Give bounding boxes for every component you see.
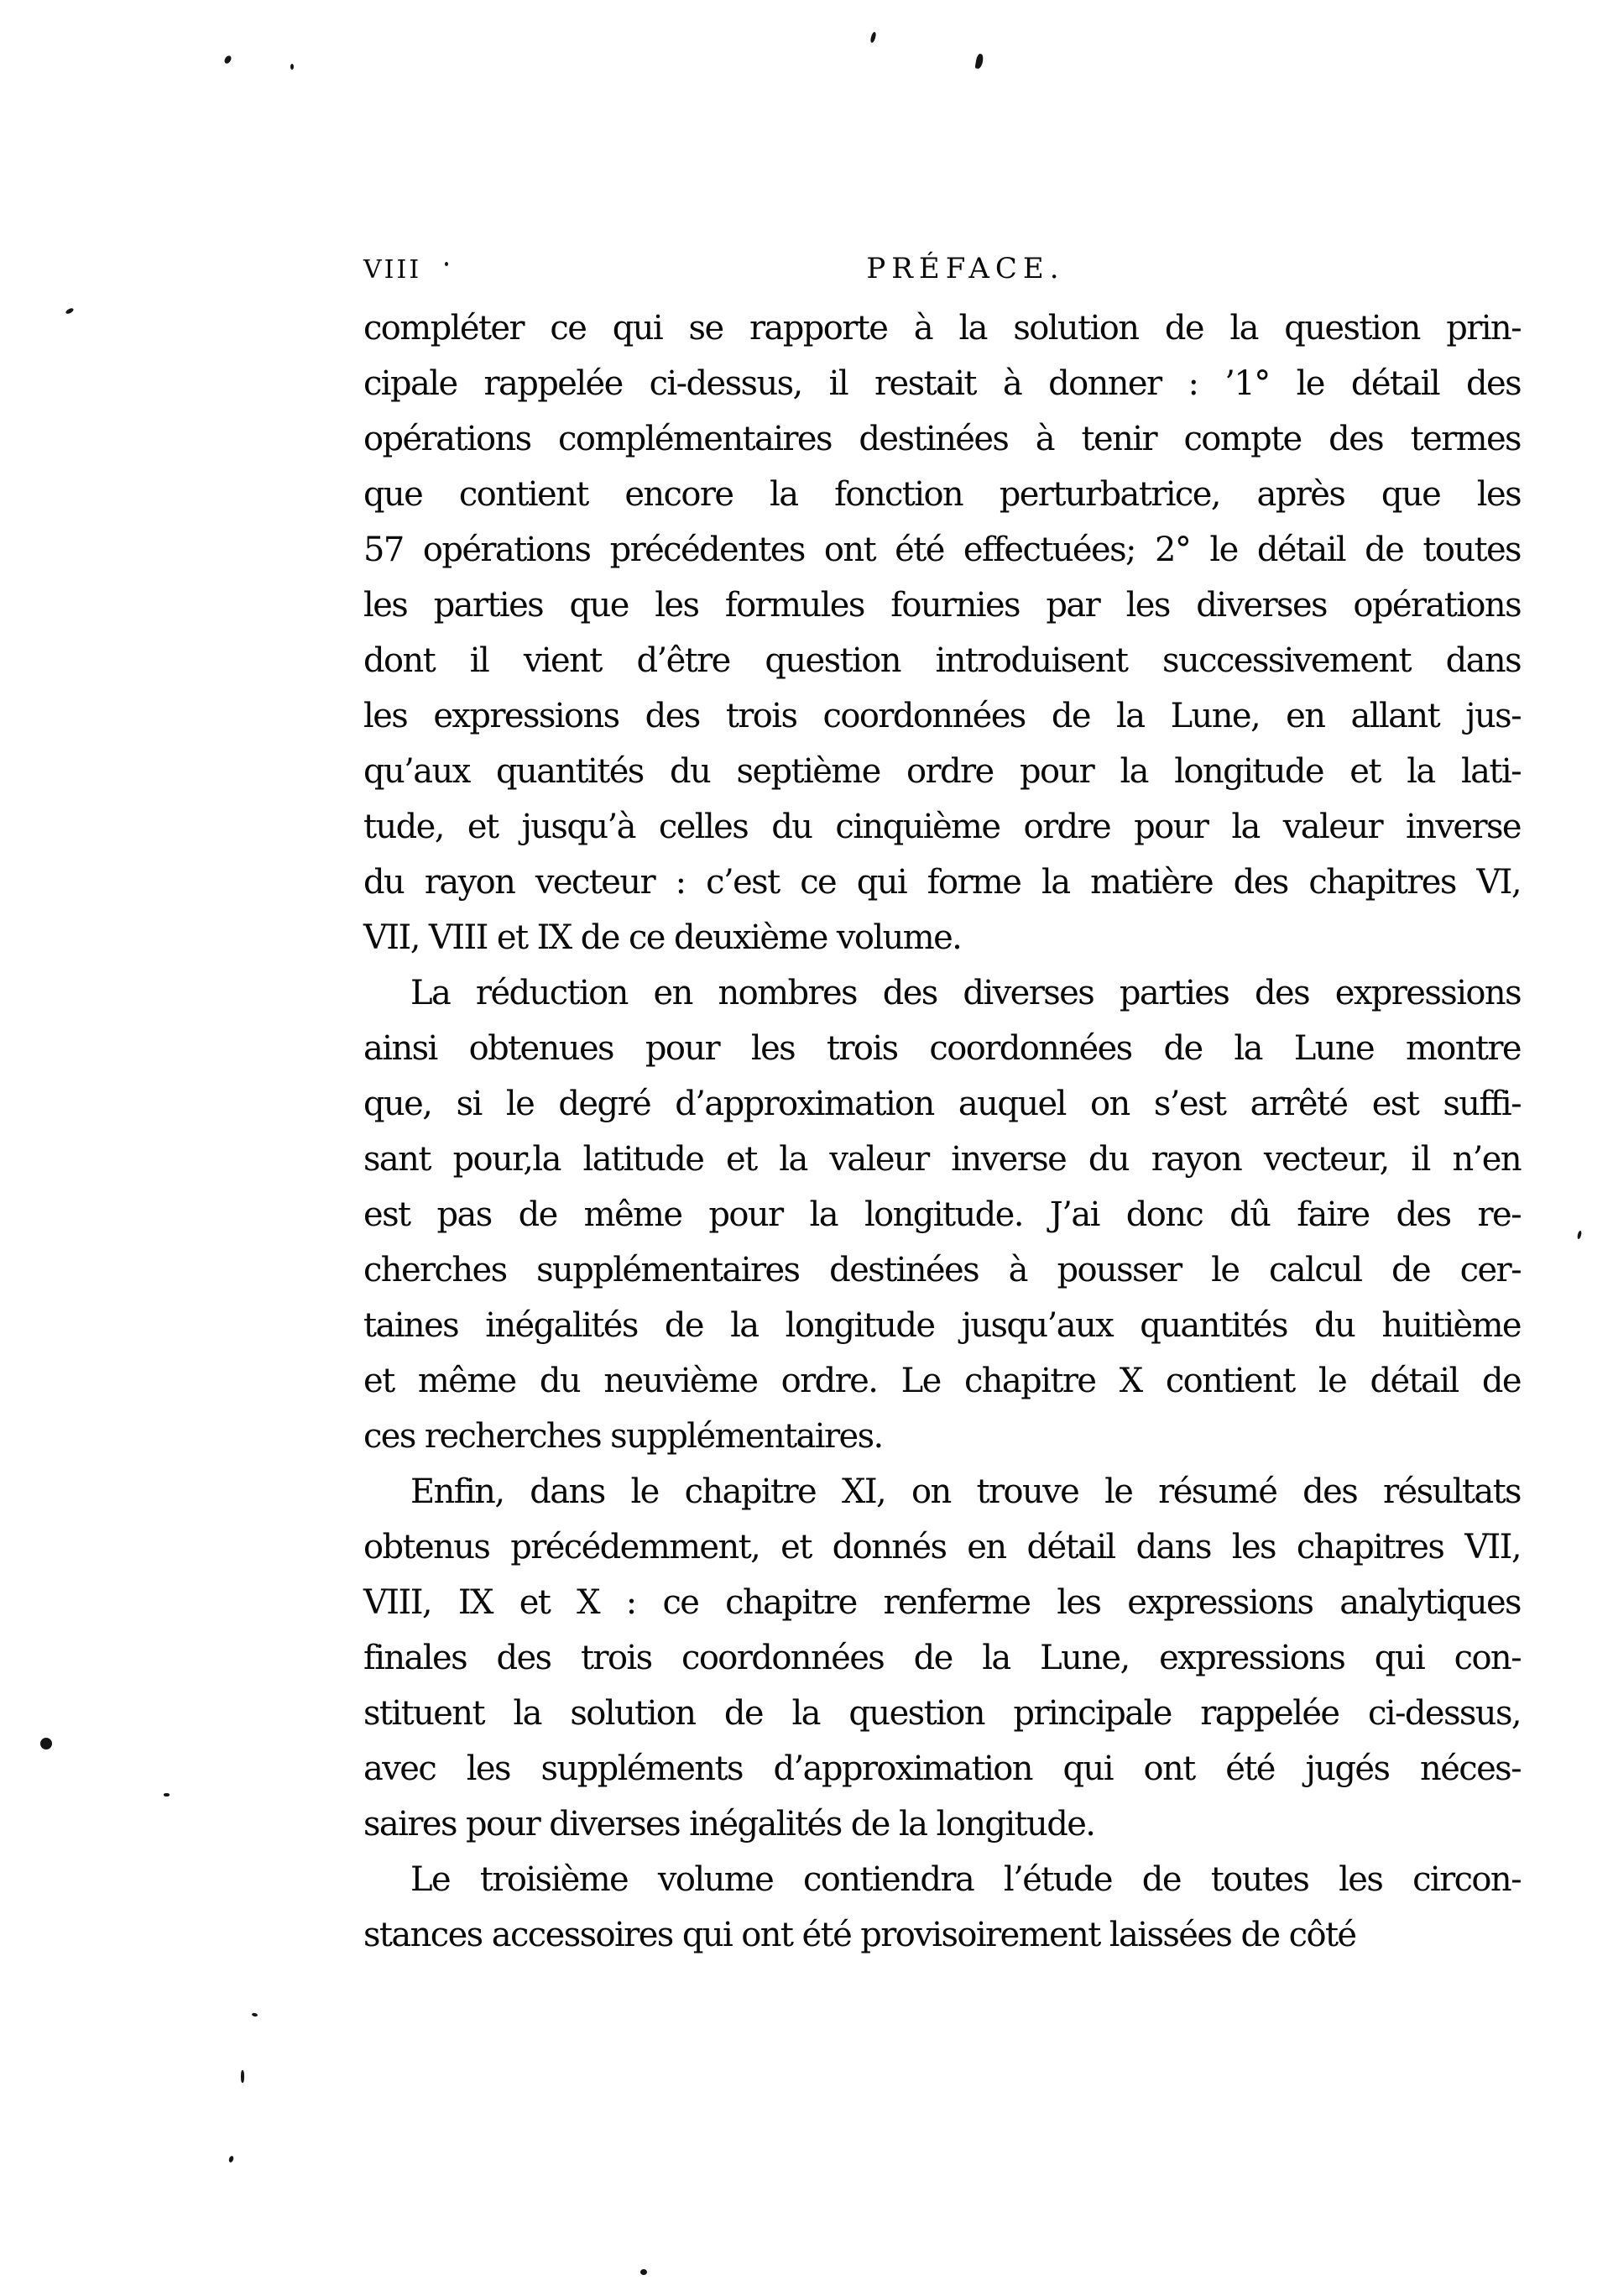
text-line: que, si le degré d’approximation auquel on s’est arrêté est suffi- [363, 1085, 1521, 1123]
text-line: qu’aux quantités du septième ordre pour la longitude et la lati- [363, 752, 1521, 791]
text-line: VII, VIII et IX de ce deuxième volume. [363, 918, 962, 957]
text-line: dont il vient d’être question introduisent successivement dans [363, 641, 1521, 680]
running-title: PRÉFACE. [866, 252, 1065, 285]
text-line: obtenus précédemment, et donnés en détail dans les chapitres VII, [363, 1528, 1521, 1566]
scan-speck [869, 32, 876, 44]
text-line: cherches supplémentaires destinées à pousser le calcul de cer- [363, 1251, 1521, 1289]
text-line: les expressions des trois coordonnées de la Lune, en allant jus- [363, 697, 1521, 735]
scan-speck [445, 262, 448, 266]
text-line: ces recherches supplémentaires. [363, 1417, 883, 1456]
text-line: et même du neuvième ordre. Le chapitre X contient le détail de [363, 1362, 1521, 1400]
text-line: est pas de même pour la longitude. J’ai donc dû faire des re- [363, 1195, 1521, 1234]
scan-speck [1577, 1231, 1582, 1240]
text-line: ainsi obtenues pour les trois coordonnées de la Lune montre [363, 1029, 1521, 1068]
scan-speck [224, 55, 232, 65]
page-number: VIII [363, 255, 422, 285]
text-line: sant pour,la latitude et la valeur inverse du rayon vecteur, il n’en [363, 1140, 1521, 1179]
scan-speck [640, 2269, 647, 2275]
text-line: compléter ce qui se rapporte à la solution de la question prin- [363, 309, 1521, 348]
scan-speck [290, 64, 294, 70]
text-line: La réduction en nombres des diverses parties des expressions [410, 974, 1521, 1012]
text-line: saires pour diverses inégalités de la longitude. [363, 1805, 1095, 1844]
text-line: Le troisième volume contiendra l’étude de toutes les circon- [410, 1860, 1521, 1899]
scan-speck [40, 1738, 52, 1749]
text-line: que contient encore la fonction perturbatrice, après que les [363, 475, 1521, 514]
text-line: VIII, IX et X : ce chapitre renferme les expressions analytiques [363, 1583, 1521, 1622]
text-line: stituent la solution de la question principale rappelée ci-dessus, [363, 1694, 1521, 1733]
text-line: tude, et jusqu’à celles du cinquième ordre pour la valeur inverse [363, 808, 1521, 846]
scan-speck [252, 2012, 258, 2016]
running-header [363, 248, 1521, 287]
text-line: les parties que les formules fournies par les diverses opérations [363, 586, 1521, 625]
text-line: avec les suppléments d’approximation qui ont été jugés néces- [363, 1749, 1521, 1788]
text-line: stances accessoires qui ont été provisoirement laissées de côté [363, 1916, 1356, 1954]
text-line: cipale rappelée ci-dessus, il restait à donner : ’1° le détail des [363, 364, 1521, 403]
scan-speck [974, 53, 984, 69]
text-line: du rayon vecteur : c’est ce qui forme la matière des chapitres VI, [363, 863, 1521, 902]
scan-speck [65, 307, 74, 315]
text-line: opérations complémentaires destinées à tenir compte des termes [363, 420, 1521, 458]
scan-speck [241, 2070, 244, 2083]
text-block [363, 301, 1521, 1963]
scan-speck [164, 1793, 170, 1797]
scan-speck [228, 2155, 234, 2163]
text-line: Enfin, dans le chapitre XI, on trouve le résumé des résultats [410, 1472, 1521, 1511]
text-line: finales des trois coordonnées de la Lune, expressions qui con- [363, 1639, 1521, 1677]
text-line: 57 opérations précédentes ont été effectuées; 2° le détail de toutes [363, 531, 1521, 569]
text-line: taines inégalités de la longitude jusqu’aux quantités du huitième [363, 1306, 1521, 1345]
